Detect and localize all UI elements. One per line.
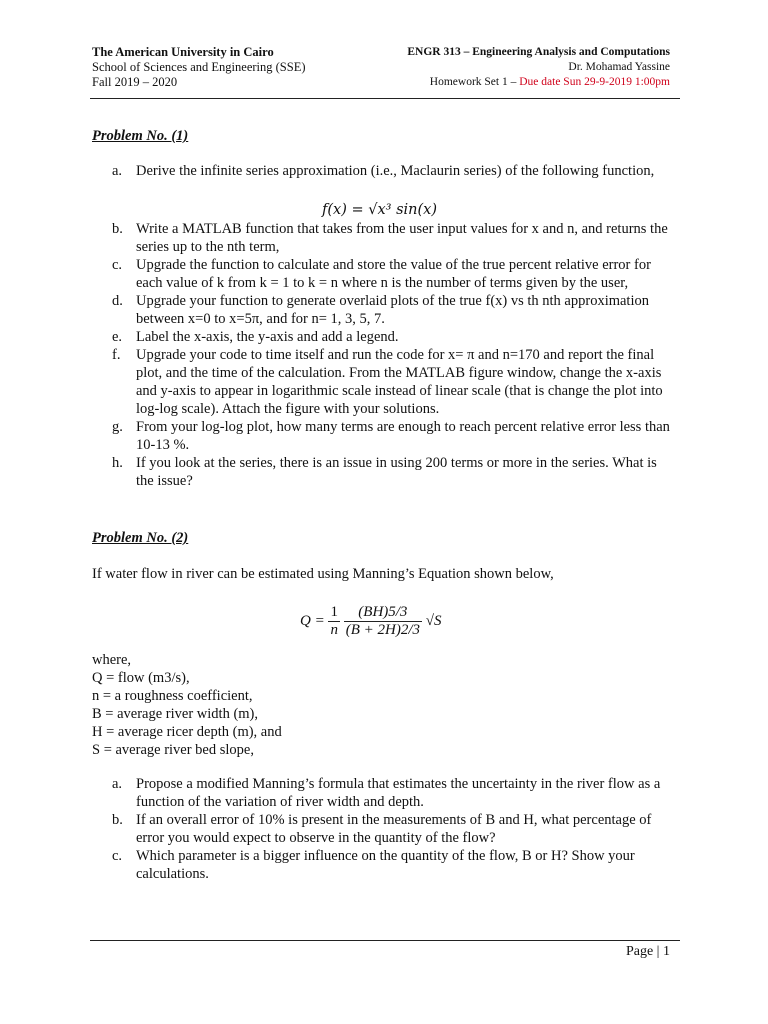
- fraction-one-over-n: $\frac{1}{n}$: [330, 604, 338, 638]
- problem-2-intro: If water flow in river can be estimated using Manning’s Equation shown below,: [92, 566, 554, 582]
- equation-lhs: Q =: [300, 613, 325, 629]
- homework-label: Homework Set 1 –: [429, 76, 520, 88]
- list-item: c. Which parameter is a bigger influence on the quantity of the flow, B or H? Show your calculations.: [112, 848, 635, 882]
- problem-2-title: Problem No. (2): [92, 530, 189, 546]
- fraction-bh: $\frac{(BH)5/3}{(B + 2H)2/3}$: [345, 604, 420, 638]
- list-item: f. Upgrade your code to time itself and run the code for x= π and n=170 and report the final plot, and the time of the calculation. From the MATLAB figure window, change the x-axis and y-axis to appear in logarithmic scale instead of linear scale (that is change the plot into log-log scale). Attach the figure with your solutions.: [112, 347, 663, 417]
- where-label: where,: [92, 652, 132, 668]
- header-right: [407, 45, 670, 90]
- term: Fall 2019 – 2020: [92, 75, 178, 89]
- header-left: [92, 45, 306, 90]
- instructor: Dr. Mohamad Yassine: [568, 61, 670, 73]
- definition-h: H = average ricer depth (m), and: [92, 724, 282, 740]
- problem-2-list: [112, 775, 678, 883]
- list-item: h. If you look at the series, there is an issue in using 200 terms or more in the series. What is the issue?: [112, 455, 657, 489]
- list-item: e. Label the x-axis, the y-axis and add a legend.: [112, 329, 399, 345]
- sqrt-s: √S: [425, 613, 442, 629]
- school-name: School of Sciences and Engineering (SSE): [92, 60, 306, 74]
- course-title: ENGR 313 – Engineering Analysis and Computations: [407, 46, 670, 58]
- list-item: c. Upgrade the function to calculate and store the value of the true percent relative error for each value of k from k = 1 to k = n where n is the number of terms given by the user,: [112, 257, 651, 291]
- list-item: a. Derive the infinite series approximation (i.e., Maclaurin series) of the following function,: [112, 163, 655, 179]
- manning-equation: [300, 604, 441, 639]
- definitions-list: [92, 669, 682, 759]
- page-number: Page | 1: [625, 944, 670, 959]
- definition-n: n = a roughness coefficient,: [92, 688, 253, 704]
- definition-s: S = average river bed slope,: [92, 742, 254, 758]
- due-date: Due date Sun 29-9-2019 1:00pm: [519, 76, 670, 88]
- definition-q: Q = flow (m3/s),: [92, 670, 190, 686]
- maclaurin-equation: f(x) = √x³ sin(x): [322, 202, 437, 218]
- list-item: b. If an overall error of 10% is present in the measurements of B and H, what percentage of error you would expect to observe in the quantity of the flow?: [112, 812, 652, 846]
- footer-rule: [90, 940, 680, 941]
- problem-1-list: [112, 220, 678, 490]
- problem-1-list-a: [112, 162, 678, 180]
- homework-line: [407, 75, 670, 90]
- header-rule: [90, 98, 680, 99]
- definition-b: B = average river width (m),: [92, 706, 259, 722]
- list-item: b. Write a MATLAB function that takes from the user input values for x and n, and returns the series up to the nth term,: [112, 221, 668, 255]
- university-name: The American University in Cairo: [92, 45, 274, 59]
- list-item: g. From your log-log plot, how many terms are enough to reach percent relative error less than 10-13 %.: [112, 419, 670, 453]
- list-item: d. Upgrade your function to generate overlaid plots of the true f(x) vs th nth approximation between x=0 to x=5π, and for n= 1, 3, 5, 7.: [112, 293, 649, 327]
- problem-1-title: Problem No. (1): [92, 128, 189, 144]
- list-item: a. Propose a modified Manning’s formula that estimates the uncertainty in the river flow as a function of the variation of river width and depth.: [112, 776, 661, 810]
